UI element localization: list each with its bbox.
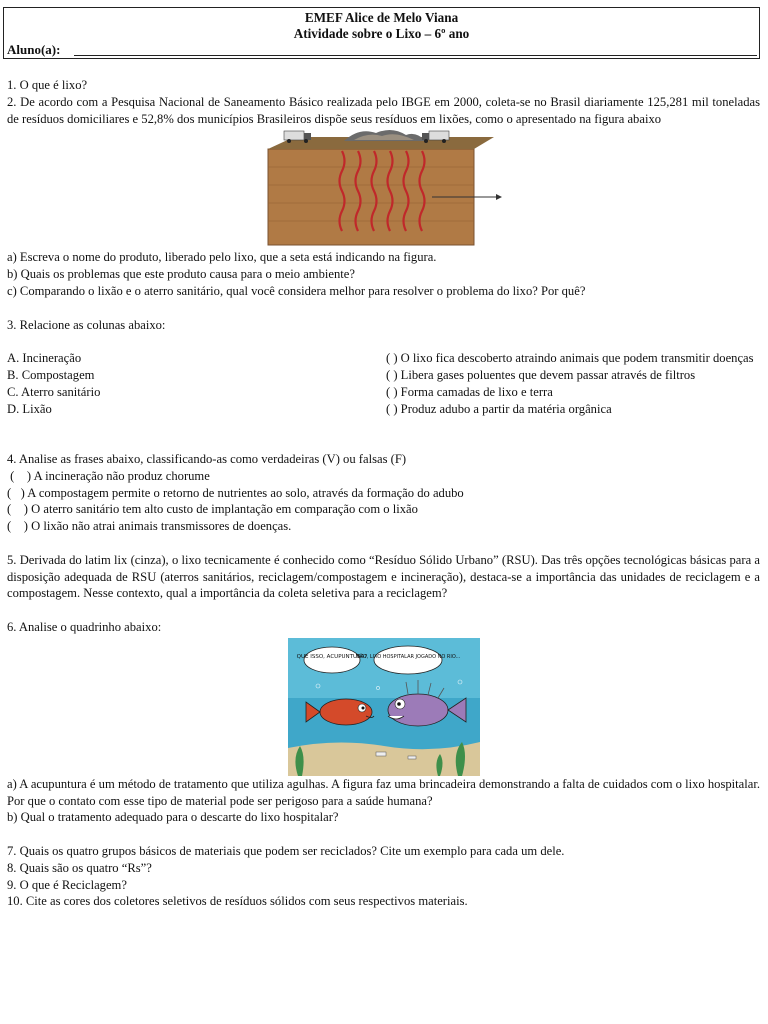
question-9: 9. O que é Reciclagem? xyxy=(7,877,127,892)
true-false-item[interactable]: ( ) A compostagem permite o retorno de nutrientes ao solo, através da formação do adubo xyxy=(7,485,464,500)
student-name-line[interactable] xyxy=(74,55,757,56)
question-6: 6. Analise o quadrinho abaixo: xyxy=(7,619,162,634)
match-left-column xyxy=(7,350,367,417)
landfill-cross-section-illustration xyxy=(264,127,504,249)
header-box xyxy=(3,7,760,59)
comic-bubble-right: NÃO, LIXO HOSPITALAR JOGADO NO RIO... xyxy=(355,653,460,660)
question-7: 7. Quais os quatro grupos básicos de materiais que podem ser reciclados? Cite um exemplo para cada um dele. xyxy=(7,843,565,858)
question-6a: a) A acupuntura é um método de tratamento que utiliza agulhas. A figura faz uma brincadeira demonstrando a falta de cuidados com o lixo hospitalar. Por que o contato com esse tipo de material pode ser perigoso para a saúde humana? xyxy=(7,776,760,808)
question-10: 10. Cite as cores dos coletores seletivos de resíduos sólidos com seus respectivos materiais. xyxy=(7,894,468,909)
question-2b: b) Quais os problemas que este produto causa para o meio ambiente? xyxy=(7,267,355,282)
question-5: 5. Derivada do latim lix (cinza), o lixo tecnicamente é conhecido como “Resíduo Sólido Urbano” (RSU). Das três opções tecnológicas básicas para a disposição adequada de RSU (aterros sanitários, reciclagem/compostagem e incineração), destaca-se a importância das unidades de reciclagem e a compostagem. Nesse contexto, qual a importância da coleta seletiva para a reciclagem? xyxy=(7,552,760,601)
match-right-item[interactable]: ( ) O lixo fica descoberto atraindo animais que podem transmitir doenças xyxy=(386,351,754,366)
match-right-item[interactable]: ( ) Forma camadas de lixo e terra xyxy=(386,384,553,399)
question-8: 8. Quais são os quatro “Rs”? xyxy=(7,860,152,875)
true-false-item[interactable]: ( ) O lixão não atrai animais transmissores de doenças. xyxy=(7,519,292,534)
worksheet-content xyxy=(7,77,760,910)
student-label: Aluno(a): xyxy=(7,42,61,57)
match-right-item[interactable]: ( ) Produz adubo a partir da matéria orgânica xyxy=(386,401,612,416)
true-false-item[interactable]: ( ) O aterro sanitário tem alto custo de implantação em comparação com o lixão xyxy=(7,502,418,517)
match-left-item: B. Compostagem xyxy=(7,367,95,382)
true-false-item[interactable]: ( ) A incineração não produz chorume xyxy=(7,468,210,483)
question-6b: b) Qual o tratamento adequado para o descarte do lixo hospitalar? xyxy=(7,810,339,825)
activity-title: Atividade sobre o Lixo – 6º ano xyxy=(293,26,470,41)
school-name: EMEF Alice de Melo Viana xyxy=(304,10,459,25)
question-3: 3. Relacione as colunas abaixo: xyxy=(7,317,166,332)
fish-comic-illustration xyxy=(288,638,480,776)
landfill-figure xyxy=(7,127,760,249)
match-columns xyxy=(7,350,760,417)
match-left-item: D. Lixão xyxy=(7,401,52,416)
question-1: 1. O que é lixo? xyxy=(7,78,88,92)
question-4: 4. Analise as frases abaixo, classificando-as como verdadeiras (V) ou falsas (F) xyxy=(7,451,407,466)
match-left-item: A. Incineração xyxy=(7,351,82,366)
match-left-item: C. Aterro sanitário xyxy=(7,384,101,399)
match-right-column xyxy=(386,350,760,417)
question-2c: c) Comparando o lixão e o aterro sanitário, qual você considera melhor para resolver o problema do lixo? Por quê? xyxy=(7,283,586,298)
comic-bubble-left: QUE ISSO, ACUPUNTURA? xyxy=(296,653,367,660)
comic-figure xyxy=(7,638,760,776)
question-2a: a) Escreva o nome do produto, liberado pelo lixo, que a seta está indicando na figura. xyxy=(7,250,437,265)
match-right-item[interactable]: ( ) Libera gases poluentes que devem passar através de filtros xyxy=(386,367,696,382)
question-2: 2. De acordo com a Pesquisa Nacional de Saneamento Básico realizada pelo IBGE em 2000, coleta-se no Brasil diariamente 125,281 mil toneladas de resíduos domiciliares e 52,8% dos municípios Brasileiros dispõe seus resíduos em lixões, como o apresentado na figura abaixo xyxy=(7,94,760,126)
